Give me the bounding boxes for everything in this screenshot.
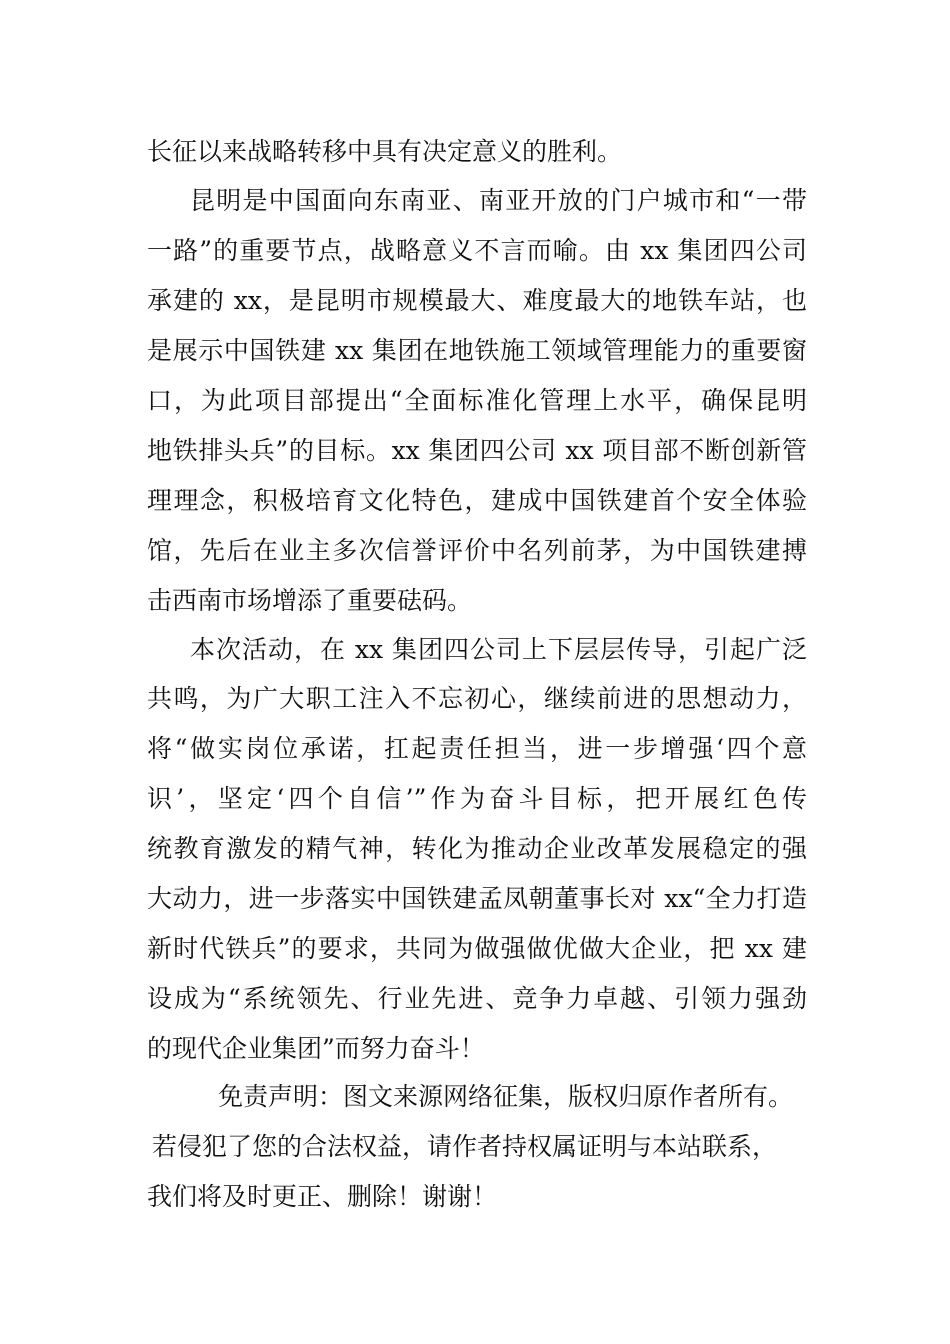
- paragraph-line: 理理念，积极培育文化特色，建成中国铁建首个安全体验: [147, 486, 807, 515]
- paragraph-line: 的现代企业集团”而努力奋斗！: [147, 1034, 485, 1063]
- disclaimer-line: 免责声明：图文来源网络征集，版权归原作者所有。: [218, 1082, 794, 1111]
- paragraph-line: 击西南市场增添了重要砝码。: [147, 586, 473, 615]
- paragraph-line: 识’，坚定‘四个自信’”作为奋斗目标，把开展红色传: [147, 784, 807, 813]
- paragraph-line: 统教育激发的精气神，转化为推动企业改革发展稳定的强: [147, 834, 807, 863]
- paragraph-line: 承建的 xx，是昆明市规模最大、难度最大的地铁车站，也: [147, 286, 807, 315]
- paragraph-line: 设成为“系统领先、行业先进、竞争力卓越、引领力强劲: [147, 984, 807, 1013]
- paragraph-line: 长征以来战略转移中具有决定意义的胜利。: [147, 137, 623, 166]
- paragraph-line: 大动力，进一步落实中国铁建孟凤朝董事长对 xx“全力打造: [147, 884, 807, 913]
- paragraph-line: 新时代铁兵”的要求，共同为做强做优做大企业，把 xx 建: [147, 934, 807, 963]
- paragraph-line: 口，为此项目部提出“全面标准化管理上水平，确保昆明: [147, 386, 807, 415]
- paragraph-line: 是展示中国铁建 xx 集团在地铁施工领域管理能力的重要窗: [147, 336, 807, 365]
- paragraph-line: 一路”的重要节点，战略意义不言而喻。由 xx 集团四公司: [147, 236, 807, 265]
- paragraph-line: 将“做实岗位承诺，扛起责任担当，进一步增强‘四个意: [147, 734, 807, 763]
- paragraph-line: 地铁排头兵”的目标。xx 集团四公司 xx 项目部不断创新管: [147, 436, 807, 465]
- disclaimer-line: 若侵犯了您的合法权益，请作者持权属证明与本站联系，: [152, 1132, 778, 1161]
- paragraph-line: 馆，先后在业主多次信誉评价中名列前茅，为中国铁建搏: [147, 536, 807, 565]
- disclaimer-line: 我们将及时更正、删除！谢谢！: [147, 1182, 498, 1211]
- paragraph-line: 本次活动，在 xx 集团四公司上下层层传导，引起广泛: [190, 635, 807, 664]
- paragraph-line: 共鸣，为广大职工注入不忘初心，继续前进的思想动力，: [147, 684, 807, 713]
- paragraph-line: 昆明是中国面向东南亚、南亚开放的门户城市和“一带: [190, 186, 807, 215]
